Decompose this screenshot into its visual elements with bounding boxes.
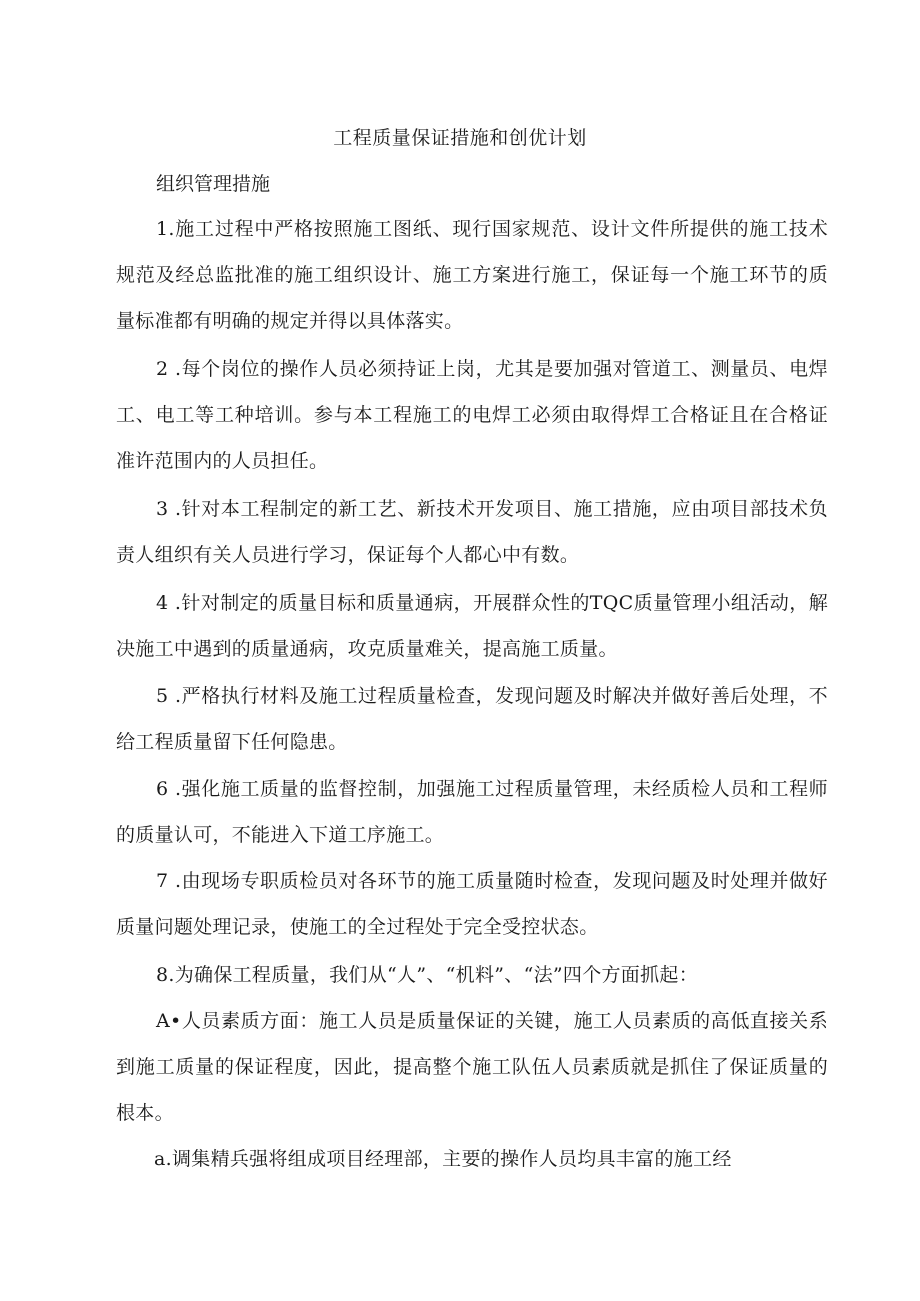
- section-heading: 组织管理措施: [156, 173, 271, 195]
- paragraph-a-personnel: A•人员素质方面：施工人员是质量保证的关键，施工人员素质的高低直接关系到施工质量的保证程度，因此，提高整个施工队伍人员素质就是抓住了保证质量的根本。: [116, 1010, 828, 1124]
- paragraph-1: 1.施工过程中严格按照施工图纸、现行国家规范、设计文件所提供的施工技术规范及经总监批准的施工组织设计、施工方案进行施工，保证每一个施工环节的质量标准都有明确的规定并得以具体落实。: [116, 218, 828, 332]
- paragraph-6: 6 .强化施工质量的监督控制，加强施工过程质量管理，未经质检人员和工程师的质量认可，不能进入下道工序施工。: [116, 778, 828, 846]
- paragraph-a-sub: a.调集精兵强将组成项目经理部，主要的操作人员均具丰富的施工经: [154, 1148, 732, 1170]
- document-title: 工程质量保证措施和创优计划: [333, 127, 587, 149]
- paragraph-4: 4 .针对制定的质量目标和质量通病，开展群众性的TQC质量管理小组活动，解决施工中遇到的质量通病，攻克质量难关，提高施工质量。: [116, 592, 828, 660]
- paragraph-3: 3 .针对本工程制定的新工艺、新技术开发项目、施工措施，应由项目部技术负责人组织有关人员进行学习，保证每个人都心中有数。: [116, 498, 828, 566]
- paragraph-2: 2 .每个岗位的操作人员必须持证上岗，尤其是要加强对管道工、测量员、电焊工、电工等工种培训。参与本工程施工的电焊工必须由取得焊工合格证且在合格证准许范围内的人员担任。: [116, 358, 828, 472]
- paragraph-7: 7 .由现场专职质检员对各环节的施工质量随时检查，发现问题及时处理并做好质量问题处理记录，使施工的全过程处于完全受控状态。: [116, 870, 828, 938]
- paragraph-8: 8.为确保工程质量，我们从“人”、“机料”、“法”四个方面抓起：: [156, 964, 699, 986]
- paragraph-5: 5 .严格执行材料及施工过程质量检查，发现问题及时解决并做好善后处理，不给工程质量留下任何隐患。: [116, 685, 828, 753]
